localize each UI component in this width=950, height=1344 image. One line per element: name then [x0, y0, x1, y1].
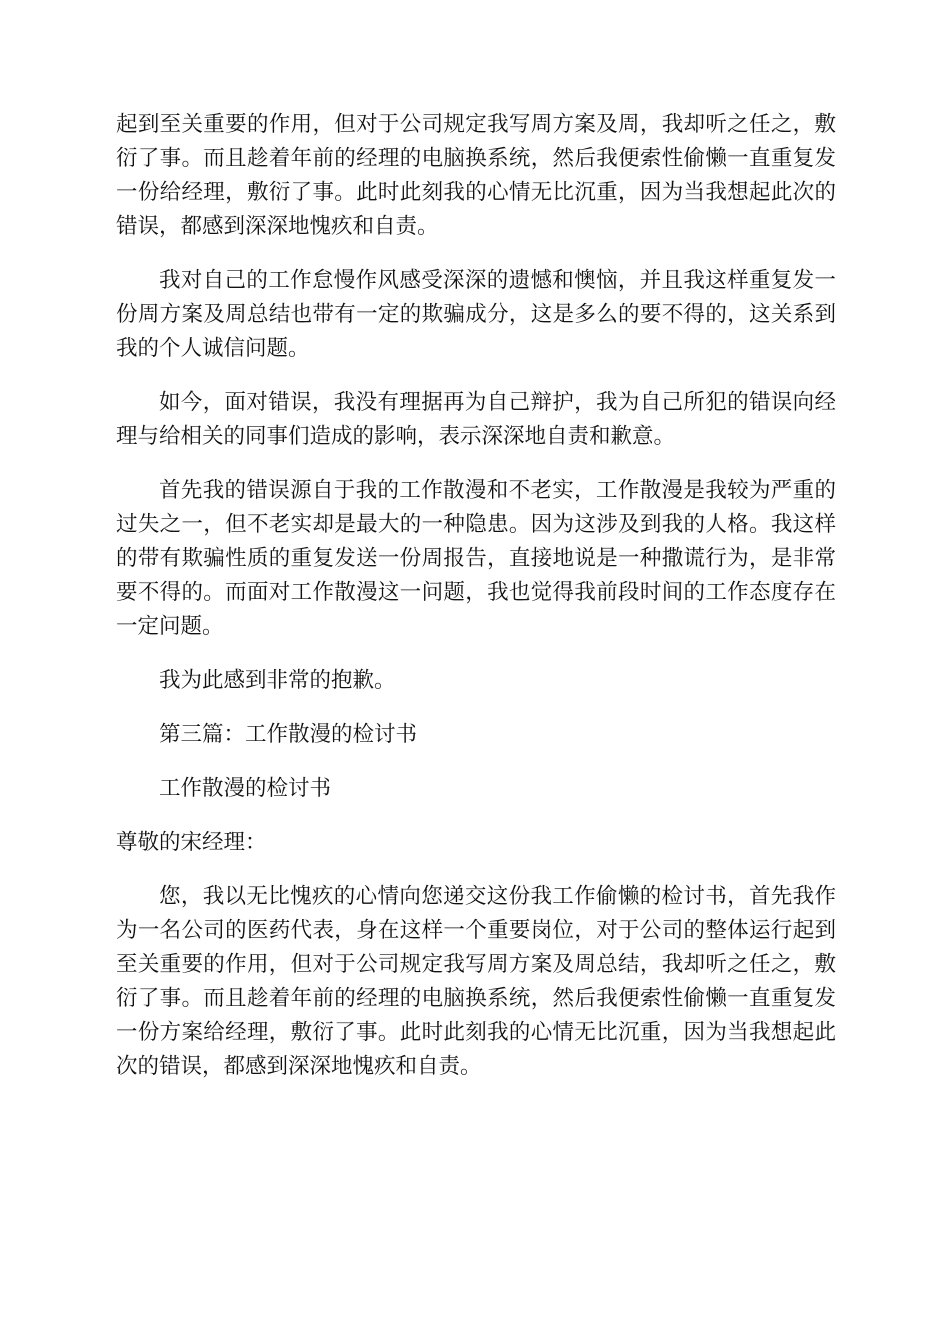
paragraph-sorry: 我为此感到非常的抱歉。 — [159, 668, 396, 693]
document-page — [116, 108, 836, 1104]
section-heading: 第三篇：工作散漫的检讨书 — [159, 722, 418, 747]
salutation: 尊敬的宋经理： — [116, 830, 267, 855]
paragraph-regret: 我对自己的工作怠慢作风感受深深的遗憾和懊恼，并且我这样重复发一份周方案及周总结也带有一定的欺骗成分，这是多么的要不得的，这关系到我的个人诚信问题。 — [116, 268, 836, 361]
paragraph-body: 您，我以无比愧疚的心情向您递交这份我工作偷懒的检讨书，首先我作为一名公司的医药代表，身在这样一个重要岗位，对于公司的整体运行起到至关重要的作用，但对于公司规定我写周方案及周总结，我却听之任之，敷衍了事。而且趁着年前的经理的电脑换系统，然后我便索性偷懒一直重复发一份方案给经理，敷衍了事。此时此刻我的心情无比沉重，因为当我想起此次的错误，都感到深深地愧疚和自责。 — [116, 884, 836, 1079]
paragraph-cause: 首先我的错误源自于我的工作散漫和不老实，工作散漫是我较为严重的过失之一，但不老实却是最大的一种隐患。因为这涉及到我的人格。我这样的带有欺骗性质的重复发送一份周报告，直接地说是一种撒谎行为，是非常要不得的。而面对工作散漫这一问题，我也觉得我前段时间的工作态度存在一定问题。 — [116, 478, 836, 639]
paragraph-apology: 如今，面对错误，我没有理据再为自己辩护，我为自己所犯的错误向经理与给相关的同事们造成的影响，表示深深地自责和歉意。 — [116, 390, 836, 449]
document-title: 工作散漫的检讨书 — [159, 776, 332, 801]
paragraph-continuation: 起到至关重要的作用，但对于公司规定我写周方案及周，我却听之任之，敷衍了事。而且趁着年前的经理的电脑换系统，然后我便索性偷懒一直重复发一份给经理，敷衍了事。此时此刻我的心情无比沉重，因为当我想起此次的错误，都感到深深地愧疚和自责。 — [116, 112, 836, 239]
